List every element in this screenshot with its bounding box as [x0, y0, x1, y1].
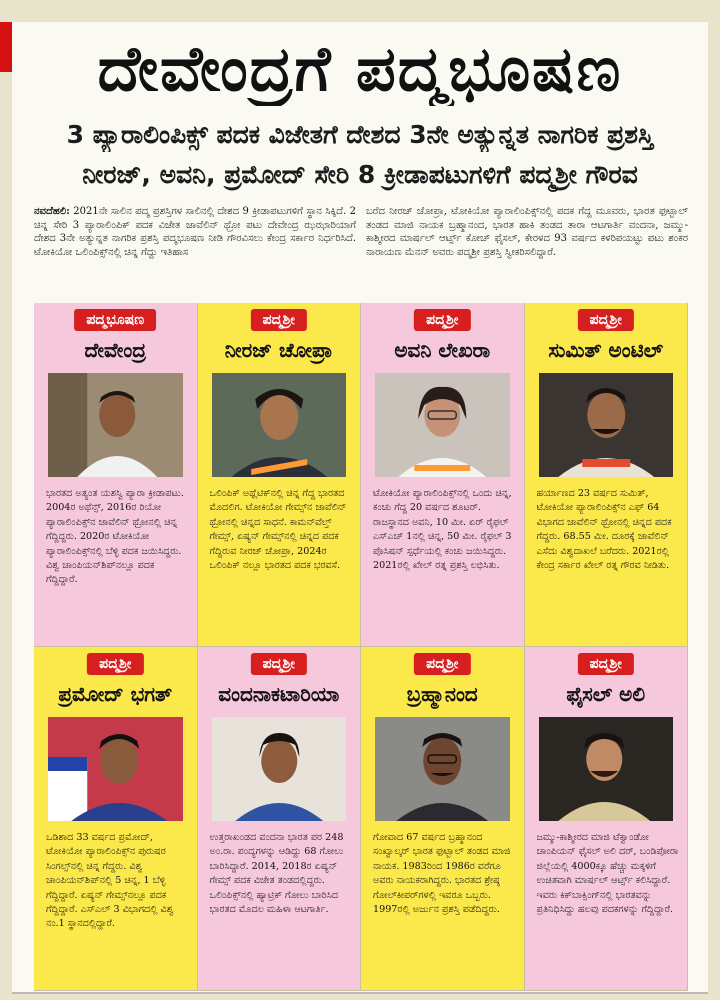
athlete-name: ವಂದನಾಕಟಾರಿಯಾ: [218, 682, 340, 706]
portrait-photo-icon: [375, 717, 510, 821]
athlete-photo: [212, 373, 347, 477]
article-column-2: ಬರೆದ ನೀರಜ್ ಚೋಪ್ರಾ, ಟೋಕಿಯೋ ಪ್ಯಾರಾಲಿಂಪಿಕ್ಸ್‌ನಲ್ಲಿ ಪದಕ ಗೆದ್ದ ಮೂವರು, ಭಾರತ ಫುಟ್ಬಾಲ್ ತಂಡದ ಮಾಜಿ ನಾಯಕ ಬ್ರಹ್ಮಾನಂದ, ಭಾರತ ಹಾಕಿ ತಂಡದ ತಾರಾ ಆಟಗಾರ್ತಿ ವಂದನಾ, ಜಮ್ಮು-ಕಾಶ್ಮೀರದ ಮಾರ್ಷಲ್ ಆರ್ಟ್ಸ್ ಕೋಚ್ ಫೈಸಲ್, ಕೇರಳದ 93 ವರ್ಷದ ಕಳರಿಪಯಟ್ಟು ಪಟು ಶಂಕರ ನಾರಾಯಣ ಮೆನನ್ ಅವರು ಪದ್ಮಶ್ರೀ ಪ್ರಶಸ್ತಿ ಸ್ವೀಕರಿಸಲಿದ್ದಾರೆ.: [366, 206, 688, 258]
athlete-name: ಅವನಿ ಲೇಖರಾ: [394, 338, 491, 362]
award-badge: ಪದ್ಮಶ್ರೀ: [251, 653, 307, 675]
athlete-photo: [375, 373, 510, 477]
athlete-card-brahmanand: [361, 647, 525, 991]
athlete-description: ಉತ್ತರಾಖಂಡದ ವಂದನಾ ಭಾರತ ಪರ 248 ಅಂ.ರಾ. ಪಂದ್ಯಗಳನ್ನು ಆಡಿದ್ದು 68 ಗೋಲು ಬಾರಿಸಿದ್ದಾರೆ. 2014, 2018ರ ಏಷ್ಯನ್ ಗೇಮ್ಸ್ ಪದಕ ವಿಜೇತ ತಂಡದಲ್ಲಿದ್ದರು. ಒಲಿಂಪಿಕ್ಸ್‌ನಲ್ಲಿ ಹ್ಯಾಟ್ರಿಕ್ ಗೋಲು ಬಾರಿಸಿದ ಭಾರತದ ಮೊದಲ ಮಹಿಳಾ ಆಟಗಾರ್ತಿ.: [209, 832, 344, 916]
athlete-card-vandana: [198, 647, 362, 991]
portrait-photo-icon: [539, 373, 674, 477]
athlete-photo: [48, 717, 183, 821]
athlete-name: ದೇವೇಂದ್ರ: [84, 338, 147, 362]
portrait-photo-icon: [212, 717, 347, 821]
athlete-name: ಪ್ರಮೋದ್ ಭಗತ್: [58, 682, 173, 706]
athlete-card-avani: [361, 303, 525, 647]
headline: ದೇವೇಂದ್ರಗೆ ಪದ್ಮಭೂಷಣ: [97, 32, 623, 105]
portrait-photo-icon: [48, 717, 183, 821]
subheadline-2: ನೀರಜ್, ಅವನಿ, ಪ್ರಮೋದ್ ಸೇರಿ 8 ಕ್ರೀಡಾಪಟುಗಳಿಗೆ ಪದ್ಮಶ್ರೀ ಗೌರವ: [82, 160, 638, 189]
portrait-photo-icon: [375, 373, 510, 477]
portrait-photo-icon: [212, 373, 347, 477]
athlete-card-pramod: [34, 647, 198, 991]
athlete-name: ಬ್ರಹ್ಮಾನಂದ: [406, 682, 478, 706]
article-column-1-text: 2021ನೇ ಸಾಲಿನ ಪದ್ಮ ಪ್ರಶಸ್ತಿಗಳ ಸಾಲಿನಲ್ಲಿ ದೇಶದ 9 ಕ್ರೀಡಾಪಟುಗಳಿಗೆ ಸ್ಥಾನ ಸಿಕ್ಕಿದೆ. 2 ಚಿನ್ನ ಸೇರಿ 3 ಪ್ಯಾರಾಲಿಂಪಿಕ್ ಪದಕ ವಿಜೇತ ಜಾವೆಲಿನ್ ಥ್ರೋ ಪಟು ದೇವೇಂದ್ರ ಝಝಾರಿಯಾಗೆ ದೇಶದ 3ನೇ ಅತ್ಯುನ್ನತ ನಾಗರಿಕ ಪ್ರಶಸ್ತಿ ಪದ್ಮಭೂಷಣ ನೀಡಿ ಗೌರವಿಸಲು ಕೇಂದ್ರ ಸರ್ಕಾರ ನಿರ್ಧರಿಸಿದೆ. ಟೋಕಿಯೋ ಒಲಿಂಪಿಕ್ಸ್‌ನಲ್ಲಿ ಚಿನ್ನ ಗೆದ್ದು ಇತಿಹಾಸ: [34, 206, 356, 258]
portrait-photo-icon: [48, 373, 183, 477]
athlete-card-neeraj: [198, 303, 362, 647]
athlete-photo: [212, 717, 347, 821]
athlete-photo: [48, 373, 183, 477]
article-column-1: [34, 205, 356, 297]
athlete-photo: [539, 717, 674, 821]
award-badge: ಪದ್ಮಶ್ರೀ: [251, 309, 307, 331]
athlete-photo: [375, 717, 510, 821]
article-dateline: ನವದೆಹಲಿ:: [34, 206, 70, 217]
athlete-card-faisal: [525, 647, 689, 991]
athlete-name: ಫೈಸಲ್ ಅಲಿ: [566, 682, 646, 706]
bottom-rule: [12, 992, 708, 994]
athlete-name: ನೀರಜ್ ಚೋಪ್ರಾ: [224, 338, 333, 362]
athlete-description: ಗೋವಾದ 67 ವರ್ಷದ ಬ್ರಹ್ಮಾನಂದ ಸಂಖ್ವಾಲ್ಕರ್ ಭಾರತ ಫುಟ್ಬಾಲ್ ತಂಡದ ಮಾಜಿ ನಾಯಕ. 1983ರಿಂದ 1986ರ ವರೆಗೂ ಅವರು ನಾಯಕರಾಗಿದ್ದರು. ಭಾರತದ ಶ್ರೇಷ್ಠ ಗೋಲ್‌ಕೀಪರ್‌ಗಳಲ್ಲಿ ಇವರೂ ಒಬ್ಬರು. 1997ರಲ್ಲಿ ಅರ್ಜುನ ಪ್ರಶಸ್ತಿ ಪಡೆದಿದ್ದರು.: [373, 832, 511, 916]
athlete-photo: [539, 373, 674, 477]
athlete-card-sumit: [525, 303, 689, 647]
athlete-description: ಜಮ್ಮು-ಕಾಶ್ಮೀರದ ಮಾಜಿ ಟೆಕ್ವಾಂಡೋ ಚಾಂಪಿಯನ್ ಫೈಸಲ್ ಅಲಿ ದರ್, ಬಂಡಿಪೋರಾ ಜಿಲ್ಲೆಯಲ್ಲಿ 4000ಕ್ಕೂ ಹೆಚ್ಚು ಮಕ್ಕಳಿಗೆ ಉಚಿತವಾಗಿ ಮಾರ್ಷಲ್ ಆರ್ಟ್ಸ್ ಕಲಿಸಿದ್ದಾರೆ. ಇವರು ಕಿಕ್‌ಬಾಕ್ಸಿಂಗ್‌ನಲ್ಲಿ ಭಾರತವನ್ನು ಪ್ರತಿನಿಧಿಸಿದ್ದು ಹಲವು ಪದಕಗಳನ್ನು ಗೆದ್ದಿದ್ದಾರೆ.: [536, 832, 679, 916]
award-badge: ಪದ್ಮಶ್ರೀ: [578, 309, 634, 331]
award-badge: ಪದ್ಮಭೂಷಣ: [74, 309, 156, 331]
award-badge: ಪದ್ಮಶ್ರೀ: [414, 653, 470, 675]
portrait-photo-icon: [539, 717, 674, 821]
red-accent-strip: [0, 22, 12, 72]
athlete-description: ಒಲಿಂಪಿಕ್ ಅಥ್ಲೆಟಿಕ್‌ನಲ್ಲಿ ಚಿನ್ನ ಗೆದ್ದ ಭಾರತದ ಮೊದಲಿಗ. ಟೋಕಿಯೋ ಗೇಮ್ಸ್‌ನ ಜಾವೆಲಿನ್ ಥ್ರೋನಲ್ಲಿ ಚಿನ್ನದ ಸಾಧನೆ. ಕಾಮನ್‌ವೆಲ್ತ್ ಗೇಮ್ಸ್, ಏಷ್ಯನ್ ಗೇಮ್ಸ್‌ನಲ್ಲಿ ಚಿನ್ನದ ಪದಕ ಗೆದ್ದಿರುವ ನೀರಜ್ ಚೋಪ್ರಾ, 2024ರ ಒಲಿಂಪಿಕ್ ನಲ್ಲೂ ಭಾರತದ ಪದಕ ಭರವಸೆ.: [209, 488, 347, 572]
athlete-description: ಒಡಿಶಾದ 33 ವರ್ಷದ ಪ್ರಮೋದ್, ಟೋಕಿಯೋ ಪ್ಯಾರಾಲಿಂಪಿಕ್ಸ್‌ನ ಪುರುಷರ ಸಿಂಗಲ್ಸ್‌ನಲ್ಲಿ ಚಿನ್ನ ಗೆದ್ದರು. ವಿಶ್ವ ಚಾಂಪಿಯನ್‌ಶಿಪ್‌ನಲ್ಲಿ 5 ಚಿನ್ನ, 1 ಬೆಳ್ಳಿ ಗೆದ್ದಿದ್ದಾರೆ. ಏಷ್ಯನ್ ಗೇಮ್ಸ್‌ನಲ್ಲೂ ಪದಕ ಗೆದ್ದಿದ್ದಾರೆ. ಎಸ್‌ಎಲ್ 3 ವಿಭಾಗದಲ್ಲಿ ವಿಶ್ವ ನಂ.1 ಸ್ಥಾನದಲ್ಲಿದ್ದಾರೆ.: [46, 832, 174, 930]
award-badge: ಪದ್ಮಶ್ರೀ: [414, 309, 470, 331]
athlete-description: ಹರ್ಯಾಣದ 23 ವರ್ಷದ ಸುಮಿತ್, ಟೋಕಿಯೋ ಪ್ಯಾರಾಲಿಂಪಿಕ್ಸ್‌ನ ಎಫ್ 64 ವಿಭಾಗದ ಜಾವೆಲಿನ್ ಥ್ರೋನಲ್ಲಿ ಚಿನ್ನದ ಪದಕ ಗೆದ್ದರು. 68.55 ಮೀ. ದೂರಕ್ಕೆ ಜಾವೆಲಿನ್ ಎಸೆದು ವಿಶ್ವದಾಖಲೆ ಬರೆದರು. 2021ರಲ್ಲಿ ಕೇಂದ್ರ ಸರ್ಕಾರ ಖೇಲ್ ರತ್ನ ಗೌರವ ನೀಡಿತು.: [536, 488, 672, 572]
award-badge: ಪದ್ಮಶ್ರೀ: [578, 653, 634, 675]
athlete-description: ಭಾರತದ ಅತ್ಯಂತ ಯಶಸ್ವಿ ಪ್ಯಾರಾ ಕ್ರೀಡಾಪಟು. 2004ರ ಅಥೆನ್ಸ್, 2016ರ ರಿಯೋ ಪ್ಯಾರಾಲಿಂಪಿಕ್ಸ್‌ನ ಜಾವೆಲಿನ್ ಥ್ರೋನಲ್ಲಿ ಚಿನ್ನ ಗೆದ್ದಿದ್ದರು. 2020ರ ಟೋಕಿಯೋ ಪ್ಯಾರಾಲಿಂಪಿಕ್ಸ್‌ನಲ್ಲಿ ಬೆಳ್ಳಿ ಪದಕ ಜಯಿಸಿದ್ದರು. ವಿಶ್ವ ಚಾಂಪಿಯನ್‌ಶಿಪ್‌ನಲ್ಲೂ ಪದಕ ಗೆದ್ದಿದ್ದಾರೆ.: [46, 488, 184, 586]
athlete-description: ಟೋಕಿಯೋ ಪ್ಯಾರಾಲಿಂಪಿಕ್ಸ್‌ನಲ್ಲಿ ಒಂದು ಚಿನ್ನ, ಕಂಚು ಗೆದ್ದ 20 ವರ್ಷದ ಶೂಟರ್. ರಾಜಸ್ಥಾನದ ಅವನಿ, 10 ಮೀ. ಏರ್ ರೈಫಲ್ ಎಸ್‌ಎಚ್ 1ನಲ್ಲಿ ಚಿನ್ನ, 50 ಮೀ. ರೈಫಲ್ 3 ಪೊಸಿಷನ್ ಸ್ಪರ್ಧೆಯಲ್ಲಿ ಕಂಚು ಜಯಿಸಿದ್ದರು. 2021ರಲ್ಲಿ ಖೇಲ್ ರತ್ನ ಪ್ರಶಸ್ತಿ ಲಭಿಸಿತು.: [373, 488, 512, 572]
athlete-grid: [34, 303, 688, 991]
athlete-card-devendra: [34, 303, 198, 647]
subheadline-1: 3 ಪ್ಯಾರಾಲಿಂಪಿಕ್ಸ್ ಪದಕ ವಿಜೇತಗೆ ದೇಶದ 3ನೇ ಅತ್ಯುನ್ನತ ನಾಗರಿಕ ಪ್ರಶಸ್ತಿ: [66, 120, 654, 149]
award-badge: ಪದ್ಮಶ್ರೀ: [87, 653, 143, 675]
athlete-name: ಸುಮಿತ್ ಅಂಟಿಲ್: [548, 338, 664, 362]
